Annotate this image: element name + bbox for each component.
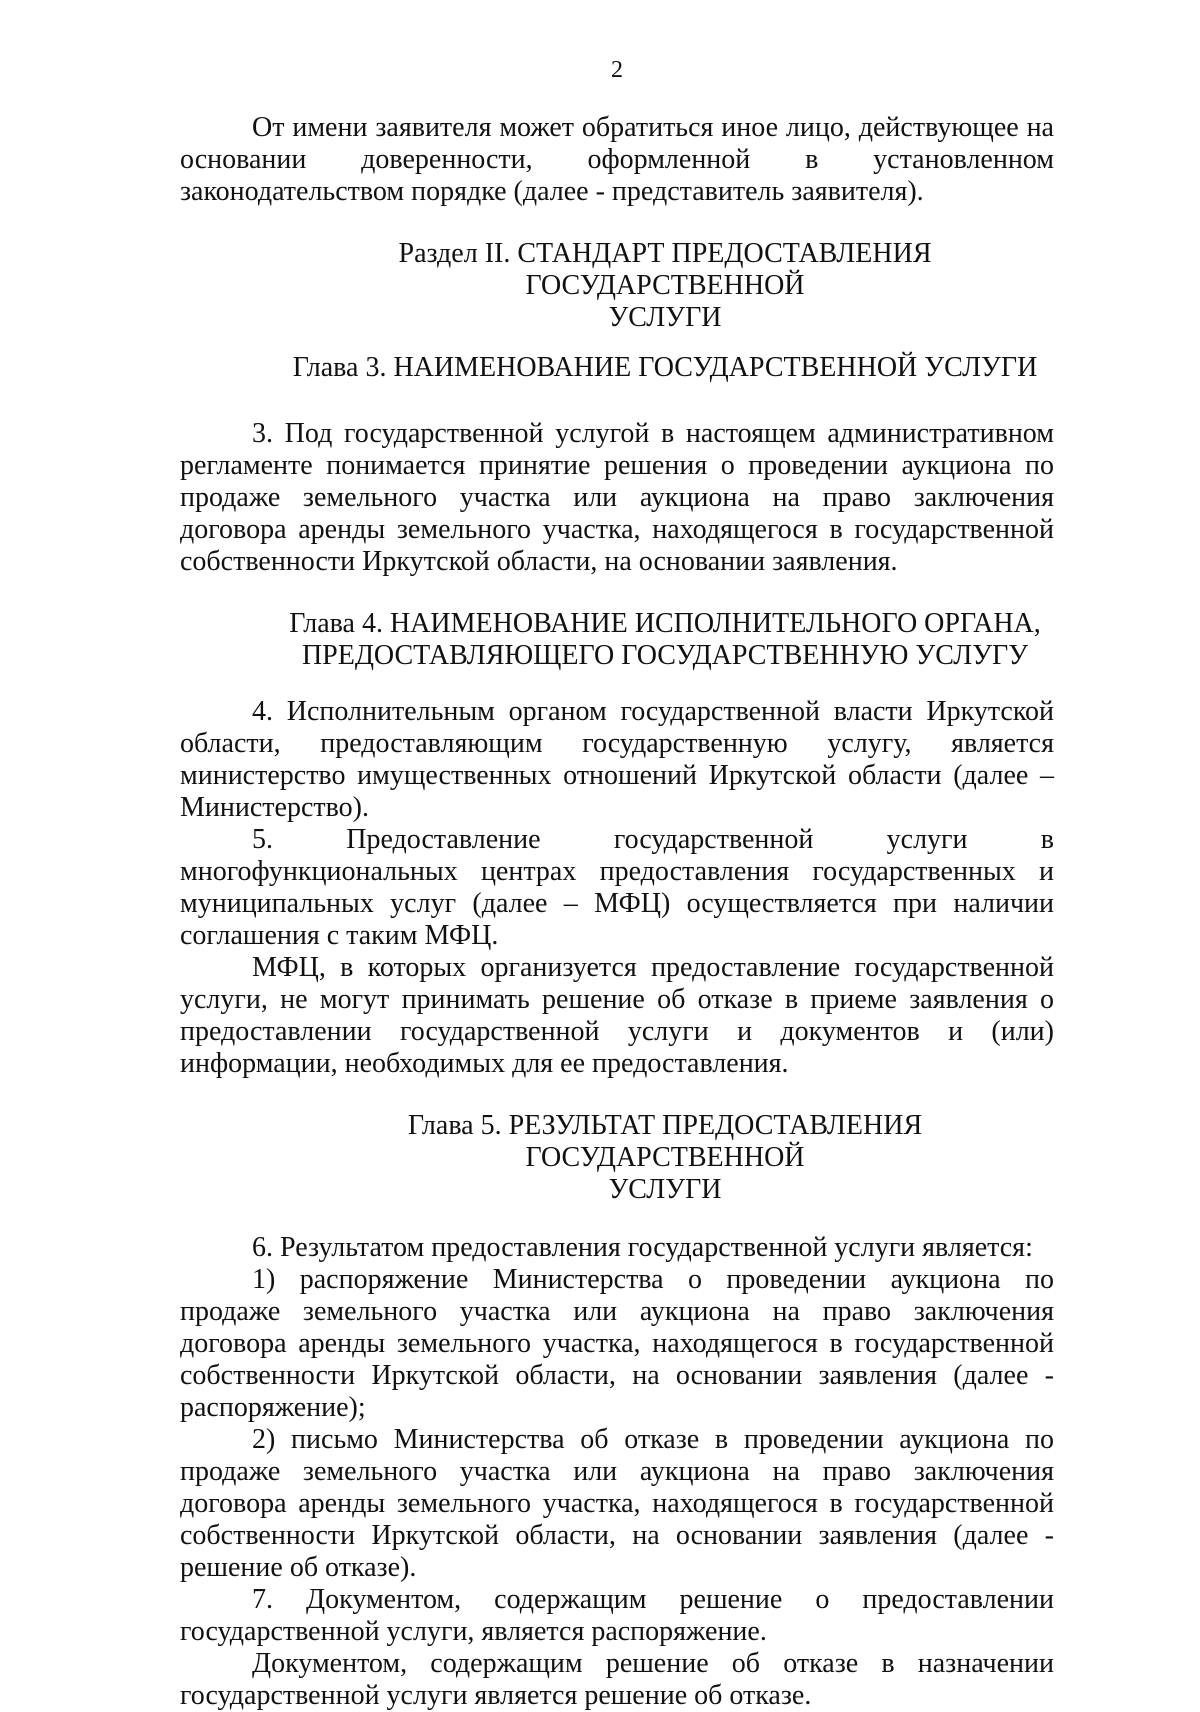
section-heading-line2: УСЛУГИ xyxy=(608,302,722,333)
chapter5-heading xyxy=(180,1110,1054,1206)
paragraph-5: 5. Предоставление государственной услуги в многофункциональных центрах предоставления государственных и муниципальных услуг (далее – МФЦ) осуществляется при наличии соглашения с таким МФЦ. xyxy=(180,824,1054,951)
paragraph-mfc: МФЦ, в которых организуется предоставление государственной услуги, не могут принимать решение об отказе в приеме заявления о предоставлении государственной услуги и документов и (или) информации, необходимых для ее предоставления. xyxy=(180,952,1054,1079)
paragraph-4: 4. Исполнительным органом государственной власти Иркутской области, предоставляющим государственную услугу, является министерство имущественных отношений Иркутской области (далее – Министерство). xyxy=(180,696,1054,823)
paragraph-6: 6. Результатом предоставления государственной услуги является: xyxy=(252,1232,1033,1263)
paragraph-6-item-2: 2) письмо Министерства об отказе в проведении аукциона по продаже земельного участка или аукциона на право заключения договора аренды земельного участка, находящегося в государственной собственности Иркутской области, на основании заявления (далее - решение об отказе). xyxy=(180,1424,1054,1583)
page-number: 2 xyxy=(611,57,623,83)
chapter5-heading-line2: УСЛУГИ xyxy=(608,1174,722,1205)
chapter4-heading-line1: Глава 4. НАИМЕНОВАНИЕ ИСПОЛНИТЕЛЬНОГО ОРГАНА, xyxy=(289,608,1041,639)
chapter5-heading-line1: Глава 5. РЕЗУЛЬТАТ ПРЕДОСТАВЛЕНИЯ ГОСУДАРСТВЕННОЙ xyxy=(407,1110,923,1173)
intro-paragraph: От имени заявителя может обратиться иное лицо, действующее на основании доверенности, оформленной в установленном законодательством порядке (далее - представитель заявителя). xyxy=(180,112,1054,207)
chapter4-heading-line2: ПРЕДОСТАВЛЯЮЩЕГО ГОСУДАРСТВЕННУЮ УСЛУГУ xyxy=(301,640,1029,671)
chapter4-heading xyxy=(180,608,1054,672)
section-heading-line1: Раздел II. СТАНДАРТ ПРЕДОСТАВЛЕНИЯ ГОСУДАРСТВЕННОЙ xyxy=(398,238,932,301)
paragraph-3: 3. Под государственной услугой в настоящем административном регламенте понимается принятие решения о проведении аукциона по продаже земельного участка или аукциона на право заключения договора аренды земельного участка, находящегося в государственной собственности Иркутской области, на основании заявления. xyxy=(180,418,1054,577)
paragraph-6-item-1: 1) распоряжение Министерства о проведении аукциона по продаже земельного участка или аукциона на право заключения договора аренды земельного участка, находящегося в государственной собственности Иркутской области, на основании заявления (далее - распоряжение); xyxy=(180,1264,1054,1423)
section-heading xyxy=(180,238,1054,334)
paragraph-7-refusal: Документом, содержащим решение об отказе в назначении государственной услуги является решение об отказе. xyxy=(180,1648,1054,1711)
chapter3-heading: Глава 3. НАИМЕНОВАНИЕ ГОСУДАРСТВЕННОЙ УСЛУГИ xyxy=(292,352,1038,383)
paragraph-7: 7. Документом, содержащим решение о предоставлении государственной услуги, является распоряжение. xyxy=(180,1584,1054,1647)
